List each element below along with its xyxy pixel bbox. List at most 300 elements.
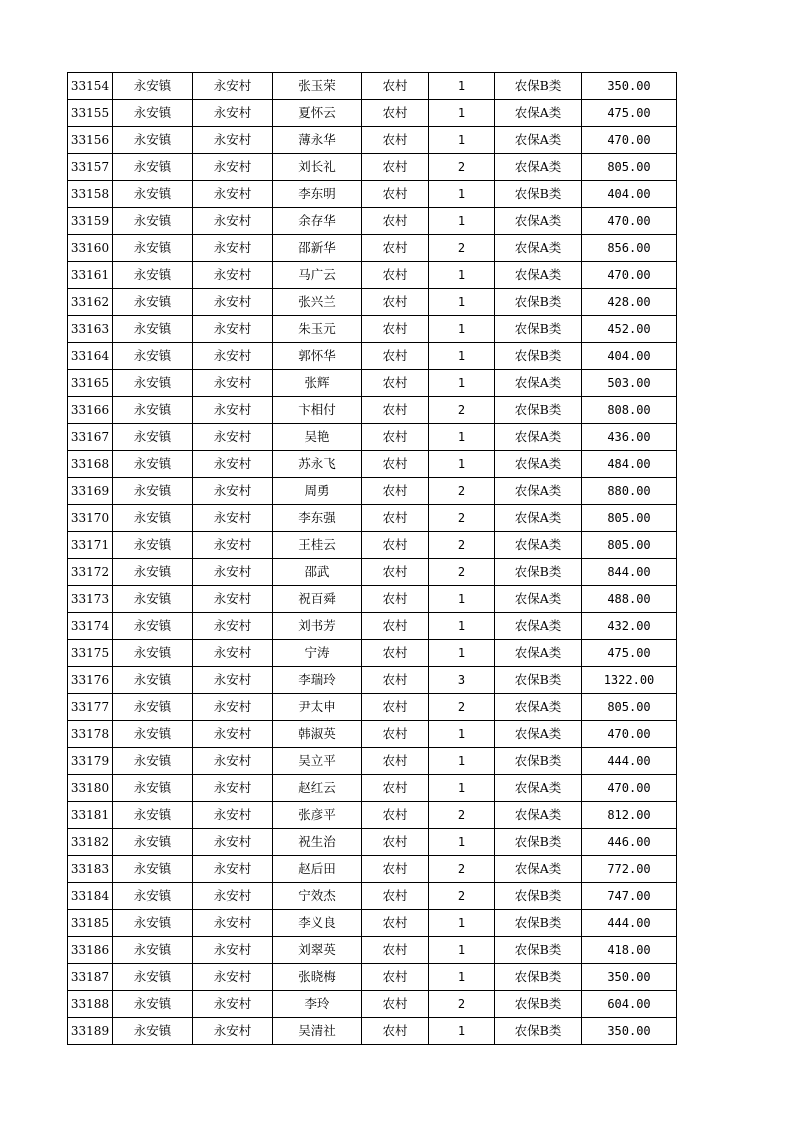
household-type-cell: 农村 bbox=[362, 802, 429, 829]
insurance-category-cell: 农保A类 bbox=[495, 775, 582, 802]
amount-cell: 418.00 bbox=[582, 937, 677, 964]
village-cell: 永安村 bbox=[193, 424, 273, 451]
village-cell: 永安村 bbox=[193, 721, 273, 748]
amount-cell: 805.00 bbox=[582, 154, 677, 181]
town-cell: 永安镇 bbox=[113, 1018, 193, 1045]
person-name-cell: 张玉荣 bbox=[273, 73, 362, 100]
person-name-cell: 赵红云 bbox=[273, 775, 362, 802]
insurance-category-cell: 农保A类 bbox=[495, 505, 582, 532]
village-cell: 永安村 bbox=[193, 937, 273, 964]
member-count-cell: 1 bbox=[429, 721, 495, 748]
village-cell: 永安村 bbox=[193, 640, 273, 667]
member-count-cell: 1 bbox=[429, 829, 495, 856]
household-type-cell: 农村 bbox=[362, 856, 429, 883]
person-name-cell: 刘翠英 bbox=[273, 937, 362, 964]
household-type-cell: 农村 bbox=[362, 937, 429, 964]
town-cell: 永安镇 bbox=[113, 424, 193, 451]
member-count-cell: 1 bbox=[429, 343, 495, 370]
insurance-category-cell: 农保A类 bbox=[495, 235, 582, 262]
amount-cell: 772.00 bbox=[582, 856, 677, 883]
person-name-cell: 李东强 bbox=[273, 505, 362, 532]
person-name-cell: 张彦平 bbox=[273, 802, 362, 829]
record-id-cell: 33187 bbox=[68, 964, 113, 991]
household-type-cell: 农村 bbox=[362, 748, 429, 775]
amount-cell: 446.00 bbox=[582, 829, 677, 856]
town-cell: 永安镇 bbox=[113, 73, 193, 100]
town-cell: 永安镇 bbox=[113, 559, 193, 586]
table-row bbox=[68, 937, 677, 964]
record-id-cell: 33163 bbox=[68, 316, 113, 343]
table-row bbox=[68, 883, 677, 910]
household-type-cell: 农村 bbox=[362, 370, 429, 397]
member-count-cell: 2 bbox=[429, 559, 495, 586]
town-cell: 永安镇 bbox=[113, 883, 193, 910]
record-id-cell: 33183 bbox=[68, 856, 113, 883]
record-id-cell: 33173 bbox=[68, 586, 113, 613]
town-cell: 永安镇 bbox=[113, 721, 193, 748]
table-row bbox=[68, 721, 677, 748]
village-cell: 永安村 bbox=[193, 343, 273, 370]
household-type-cell: 农村 bbox=[362, 451, 429, 478]
village-cell: 永安村 bbox=[193, 505, 273, 532]
town-cell: 永安镇 bbox=[113, 856, 193, 883]
village-cell: 永安村 bbox=[193, 208, 273, 235]
record-id-cell: 33176 bbox=[68, 667, 113, 694]
member-count-cell: 1 bbox=[429, 748, 495, 775]
village-cell: 永安村 bbox=[193, 559, 273, 586]
person-name-cell: 张兴兰 bbox=[273, 289, 362, 316]
town-cell: 永安镇 bbox=[113, 775, 193, 802]
insurance-category-cell: 农保B类 bbox=[495, 1018, 582, 1045]
person-name-cell: 苏永飞 bbox=[273, 451, 362, 478]
village-cell: 永安村 bbox=[193, 586, 273, 613]
village-cell: 永安村 bbox=[193, 775, 273, 802]
village-cell: 永安村 bbox=[193, 478, 273, 505]
amount-cell: 747.00 bbox=[582, 883, 677, 910]
record-id-cell: 33162 bbox=[68, 289, 113, 316]
table-row bbox=[68, 316, 677, 343]
insurance-category-cell: 农保A类 bbox=[495, 154, 582, 181]
record-id-cell: 33166 bbox=[68, 397, 113, 424]
village-cell: 永安村 bbox=[193, 532, 273, 559]
member-count-cell: 1 bbox=[429, 424, 495, 451]
member-count-cell: 1 bbox=[429, 127, 495, 154]
village-cell: 永安村 bbox=[193, 370, 273, 397]
person-name-cell: 祝百舜 bbox=[273, 586, 362, 613]
table-row bbox=[68, 586, 677, 613]
member-count-cell: 1 bbox=[429, 964, 495, 991]
member-count-cell: 3 bbox=[429, 667, 495, 694]
member-count-cell: 2 bbox=[429, 991, 495, 1018]
town-cell: 永安镇 bbox=[113, 829, 193, 856]
member-count-cell: 2 bbox=[429, 478, 495, 505]
village-cell: 永安村 bbox=[193, 829, 273, 856]
amount-cell: 1322.00 bbox=[582, 667, 677, 694]
record-id-cell: 33177 bbox=[68, 694, 113, 721]
person-name-cell: 祝生治 bbox=[273, 829, 362, 856]
village-cell: 永安村 bbox=[193, 235, 273, 262]
record-id-cell: 33170 bbox=[68, 505, 113, 532]
record-id-cell: 33154 bbox=[68, 73, 113, 100]
town-cell: 永安镇 bbox=[113, 235, 193, 262]
town-cell: 永安镇 bbox=[113, 181, 193, 208]
town-cell: 永安镇 bbox=[113, 262, 193, 289]
person-name-cell: 李义良 bbox=[273, 910, 362, 937]
person-name-cell: 郭怀华 bbox=[273, 343, 362, 370]
village-cell: 永安村 bbox=[193, 991, 273, 1018]
household-type-cell: 农村 bbox=[362, 667, 429, 694]
insurance-category-cell: 农保B类 bbox=[495, 397, 582, 424]
table-row bbox=[68, 991, 677, 1018]
insurance-category-cell: 农保A类 bbox=[495, 208, 582, 235]
town-cell: 永安镇 bbox=[113, 937, 193, 964]
record-id-cell: 33188 bbox=[68, 991, 113, 1018]
person-name-cell: 宁效杰 bbox=[273, 883, 362, 910]
insurance-category-cell: 农保A类 bbox=[495, 370, 582, 397]
amount-cell: 475.00 bbox=[582, 100, 677, 127]
insurance-category-cell: 农保A类 bbox=[495, 100, 582, 127]
insurance-category-cell: 农保B类 bbox=[495, 883, 582, 910]
amount-cell: 432.00 bbox=[582, 613, 677, 640]
insurance-category-cell: 农保B类 bbox=[495, 559, 582, 586]
amount-cell: 404.00 bbox=[582, 181, 677, 208]
table-row bbox=[68, 964, 677, 991]
table-row bbox=[68, 262, 677, 289]
record-id-cell: 33161 bbox=[68, 262, 113, 289]
town-cell: 永安镇 bbox=[113, 640, 193, 667]
record-id-cell: 33158 bbox=[68, 181, 113, 208]
town-cell: 永安镇 bbox=[113, 505, 193, 532]
household-type-cell: 农村 bbox=[362, 694, 429, 721]
insurance-category-cell: 农保A类 bbox=[495, 640, 582, 667]
insurance-category-cell: 农保A类 bbox=[495, 424, 582, 451]
village-cell: 永安村 bbox=[193, 154, 273, 181]
person-name-cell: 余存华 bbox=[273, 208, 362, 235]
household-type-cell: 农村 bbox=[362, 910, 429, 937]
person-name-cell: 卞相付 bbox=[273, 397, 362, 424]
insurance-category-cell: 农保B类 bbox=[495, 829, 582, 856]
member-count-cell: 1 bbox=[429, 208, 495, 235]
person-name-cell: 吴立平 bbox=[273, 748, 362, 775]
amount-cell: 805.00 bbox=[582, 694, 677, 721]
person-name-cell: 李瑞玲 bbox=[273, 667, 362, 694]
household-type-cell: 农村 bbox=[362, 1018, 429, 1045]
village-cell: 永安村 bbox=[193, 262, 273, 289]
table-row bbox=[68, 451, 677, 478]
table-row bbox=[68, 73, 677, 100]
village-cell: 永安村 bbox=[193, 1018, 273, 1045]
person-name-cell: 刘长礼 bbox=[273, 154, 362, 181]
table-row bbox=[68, 289, 677, 316]
person-name-cell: 王桂云 bbox=[273, 532, 362, 559]
amount-cell: 428.00 bbox=[582, 289, 677, 316]
member-count-cell: 1 bbox=[429, 640, 495, 667]
member-count-cell: 1 bbox=[429, 451, 495, 478]
record-id-cell: 33171 bbox=[68, 532, 113, 559]
amount-cell: 404.00 bbox=[582, 343, 677, 370]
amount-cell: 470.00 bbox=[582, 775, 677, 802]
person-name-cell: 张辉 bbox=[273, 370, 362, 397]
record-id-cell: 33178 bbox=[68, 721, 113, 748]
table-row bbox=[68, 640, 677, 667]
household-type-cell: 农村 bbox=[362, 127, 429, 154]
amount-cell: 444.00 bbox=[582, 748, 677, 775]
village-cell: 永安村 bbox=[193, 883, 273, 910]
record-id-cell: 33184 bbox=[68, 883, 113, 910]
town-cell: 永安镇 bbox=[113, 478, 193, 505]
record-id-cell: 33185 bbox=[68, 910, 113, 937]
household-type-cell: 农村 bbox=[362, 316, 429, 343]
record-id-cell: 33165 bbox=[68, 370, 113, 397]
household-type-cell: 农村 bbox=[362, 829, 429, 856]
record-id-cell: 33189 bbox=[68, 1018, 113, 1045]
household-type-cell: 农村 bbox=[362, 181, 429, 208]
person-name-cell: 吴清社 bbox=[273, 1018, 362, 1045]
member-count-cell: 1 bbox=[429, 262, 495, 289]
village-cell: 永安村 bbox=[193, 451, 273, 478]
amount-cell: 475.00 bbox=[582, 640, 677, 667]
amount-cell: 844.00 bbox=[582, 559, 677, 586]
person-name-cell: 周勇 bbox=[273, 478, 362, 505]
record-table-body bbox=[68, 73, 677, 1045]
village-cell: 永安村 bbox=[193, 181, 273, 208]
household-type-cell: 农村 bbox=[362, 964, 429, 991]
insurance-category-cell: 农保B类 bbox=[495, 910, 582, 937]
insurance-category-cell: 农保A类 bbox=[495, 694, 582, 721]
insurance-category-cell: 农保B类 bbox=[495, 964, 582, 991]
member-count-cell: 2 bbox=[429, 154, 495, 181]
member-count-cell: 2 bbox=[429, 694, 495, 721]
table-row bbox=[68, 559, 677, 586]
member-count-cell: 2 bbox=[429, 505, 495, 532]
table-row bbox=[68, 343, 677, 370]
table-row bbox=[68, 154, 677, 181]
insurance-category-cell: 农保B类 bbox=[495, 937, 582, 964]
member-count-cell: 2 bbox=[429, 397, 495, 424]
amount-cell: 452.00 bbox=[582, 316, 677, 343]
person-name-cell: 张晓梅 bbox=[273, 964, 362, 991]
table-row bbox=[68, 802, 677, 829]
table-row bbox=[68, 532, 677, 559]
insurance-category-cell: 农保B类 bbox=[495, 343, 582, 370]
village-cell: 永安村 bbox=[193, 127, 273, 154]
village-cell: 永安村 bbox=[193, 613, 273, 640]
record-id-cell: 33159 bbox=[68, 208, 113, 235]
amount-cell: 350.00 bbox=[582, 964, 677, 991]
town-cell: 永安镇 bbox=[113, 613, 193, 640]
member-count-cell: 1 bbox=[429, 586, 495, 613]
amount-cell: 470.00 bbox=[582, 262, 677, 289]
table-row bbox=[68, 694, 677, 721]
amount-cell: 488.00 bbox=[582, 586, 677, 613]
insurance-category-cell: 农保A类 bbox=[495, 586, 582, 613]
record-id-cell: 33180 bbox=[68, 775, 113, 802]
household-type-cell: 农村 bbox=[362, 532, 429, 559]
town-cell: 永安镇 bbox=[113, 694, 193, 721]
insurance-category-cell: 农保A类 bbox=[495, 262, 582, 289]
town-cell: 永安镇 bbox=[113, 991, 193, 1018]
record-id-cell: 33157 bbox=[68, 154, 113, 181]
member-count-cell: 1 bbox=[429, 613, 495, 640]
table-row bbox=[68, 910, 677, 937]
amount-cell: 436.00 bbox=[582, 424, 677, 451]
village-cell: 永安村 bbox=[193, 856, 273, 883]
table-row bbox=[68, 397, 677, 424]
village-cell: 永安村 bbox=[193, 964, 273, 991]
member-count-cell: 1 bbox=[429, 73, 495, 100]
member-count-cell: 1 bbox=[429, 289, 495, 316]
amount-cell: 805.00 bbox=[582, 505, 677, 532]
table-row bbox=[68, 235, 677, 262]
member-count-cell: 1 bbox=[429, 316, 495, 343]
insurance-category-cell: 农保A类 bbox=[495, 613, 582, 640]
insurance-category-cell: 农保A类 bbox=[495, 478, 582, 505]
member-count-cell: 2 bbox=[429, 856, 495, 883]
town-cell: 永安镇 bbox=[113, 532, 193, 559]
person-name-cell: 夏怀云 bbox=[273, 100, 362, 127]
amount-cell: 808.00 bbox=[582, 397, 677, 424]
household-type-cell: 农村 bbox=[362, 73, 429, 100]
record-table bbox=[67, 72, 677, 1045]
record-id-cell: 33174 bbox=[68, 613, 113, 640]
table-row bbox=[68, 370, 677, 397]
amount-cell: 604.00 bbox=[582, 991, 677, 1018]
insurance-category-cell: 农保A类 bbox=[495, 802, 582, 829]
village-cell: 永安村 bbox=[193, 910, 273, 937]
table-row bbox=[68, 667, 677, 694]
member-count-cell: 1 bbox=[429, 100, 495, 127]
household-type-cell: 农村 bbox=[362, 262, 429, 289]
town-cell: 永安镇 bbox=[113, 316, 193, 343]
amount-cell: 470.00 bbox=[582, 127, 677, 154]
amount-cell: 856.00 bbox=[582, 235, 677, 262]
person-name-cell: 薄永华 bbox=[273, 127, 362, 154]
town-cell: 永安镇 bbox=[113, 397, 193, 424]
household-type-cell: 农村 bbox=[362, 289, 429, 316]
town-cell: 永安镇 bbox=[113, 127, 193, 154]
insurance-category-cell: 农保A类 bbox=[495, 532, 582, 559]
household-type-cell: 农村 bbox=[362, 505, 429, 532]
town-cell: 永安镇 bbox=[113, 451, 193, 478]
insurance-category-cell: 农保B类 bbox=[495, 667, 582, 694]
town-cell: 永安镇 bbox=[113, 802, 193, 829]
table-row bbox=[68, 775, 677, 802]
record-id-cell: 33172 bbox=[68, 559, 113, 586]
table-row bbox=[68, 127, 677, 154]
person-name-cell: 宁涛 bbox=[273, 640, 362, 667]
table-row bbox=[68, 748, 677, 775]
table-row bbox=[68, 100, 677, 127]
member-count-cell: 1 bbox=[429, 1018, 495, 1045]
record-id-cell: 33167 bbox=[68, 424, 113, 451]
amount-cell: 470.00 bbox=[582, 721, 677, 748]
record-id-cell: 33164 bbox=[68, 343, 113, 370]
record-id-cell: 33186 bbox=[68, 937, 113, 964]
amount-cell: 805.00 bbox=[582, 532, 677, 559]
table-row bbox=[68, 478, 677, 505]
town-cell: 永安镇 bbox=[113, 208, 193, 235]
member-count-cell: 1 bbox=[429, 370, 495, 397]
village-cell: 永安村 bbox=[193, 397, 273, 424]
table-row bbox=[68, 181, 677, 208]
record-id-cell: 33160 bbox=[68, 235, 113, 262]
village-cell: 永安村 bbox=[193, 802, 273, 829]
record-id-cell: 33182 bbox=[68, 829, 113, 856]
record-id-cell: 33175 bbox=[68, 640, 113, 667]
household-type-cell: 农村 bbox=[362, 883, 429, 910]
member-count-cell: 1 bbox=[429, 937, 495, 964]
village-cell: 永安村 bbox=[193, 316, 273, 343]
person-name-cell: 刘书芳 bbox=[273, 613, 362, 640]
household-type-cell: 农村 bbox=[362, 721, 429, 748]
person-name-cell: 尹太申 bbox=[273, 694, 362, 721]
person-name-cell: 李东明 bbox=[273, 181, 362, 208]
insurance-category-cell: 农保B类 bbox=[495, 181, 582, 208]
household-type-cell: 农村 bbox=[362, 424, 429, 451]
household-type-cell: 农村 bbox=[362, 559, 429, 586]
town-cell: 永安镇 bbox=[113, 289, 193, 316]
household-type-cell: 农村 bbox=[362, 640, 429, 667]
person-name-cell: 李玲 bbox=[273, 991, 362, 1018]
village-cell: 永安村 bbox=[193, 100, 273, 127]
member-count-cell: 1 bbox=[429, 181, 495, 208]
record-id-cell: 33155 bbox=[68, 100, 113, 127]
household-type-cell: 农村 bbox=[362, 775, 429, 802]
insurance-category-cell: 农保B类 bbox=[495, 748, 582, 775]
person-name-cell: 邵新华 bbox=[273, 235, 362, 262]
amount-cell: 503.00 bbox=[582, 370, 677, 397]
town-cell: 永安镇 bbox=[113, 343, 193, 370]
member-count-cell: 2 bbox=[429, 802, 495, 829]
insurance-category-cell: 农保B类 bbox=[495, 73, 582, 100]
insurance-category-cell: 农保A类 bbox=[495, 856, 582, 883]
person-name-cell: 吴艳 bbox=[273, 424, 362, 451]
amount-cell: 350.00 bbox=[582, 73, 677, 100]
household-type-cell: 农村 bbox=[362, 991, 429, 1018]
village-cell: 永安村 bbox=[193, 667, 273, 694]
amount-cell: 350.00 bbox=[582, 1018, 677, 1045]
household-type-cell: 农村 bbox=[362, 154, 429, 181]
record-id-cell: 33181 bbox=[68, 802, 113, 829]
member-count-cell: 1 bbox=[429, 910, 495, 937]
town-cell: 永安镇 bbox=[113, 910, 193, 937]
amount-cell: 470.00 bbox=[582, 208, 677, 235]
village-cell: 永安村 bbox=[193, 289, 273, 316]
table-row bbox=[68, 424, 677, 451]
person-name-cell: 赵后田 bbox=[273, 856, 362, 883]
amount-cell: 444.00 bbox=[582, 910, 677, 937]
town-cell: 永安镇 bbox=[113, 748, 193, 775]
record-id-cell: 33169 bbox=[68, 478, 113, 505]
town-cell: 永安镇 bbox=[113, 100, 193, 127]
member-count-cell: 2 bbox=[429, 883, 495, 910]
household-type-cell: 农村 bbox=[362, 235, 429, 262]
person-name-cell: 邵武 bbox=[273, 559, 362, 586]
insurance-category-cell: 农保A类 bbox=[495, 451, 582, 478]
person-name-cell: 朱玉元 bbox=[273, 316, 362, 343]
member-count-cell: 2 bbox=[429, 532, 495, 559]
amount-cell: 484.00 bbox=[582, 451, 677, 478]
table-row bbox=[68, 829, 677, 856]
amount-cell: 812.00 bbox=[582, 802, 677, 829]
table-row bbox=[68, 505, 677, 532]
record-id-cell: 33168 bbox=[68, 451, 113, 478]
insurance-category-cell: 农保A类 bbox=[495, 127, 582, 154]
household-type-cell: 农村 bbox=[362, 613, 429, 640]
town-cell: 永安镇 bbox=[113, 586, 193, 613]
table-row bbox=[68, 208, 677, 235]
town-cell: 永安镇 bbox=[113, 964, 193, 991]
